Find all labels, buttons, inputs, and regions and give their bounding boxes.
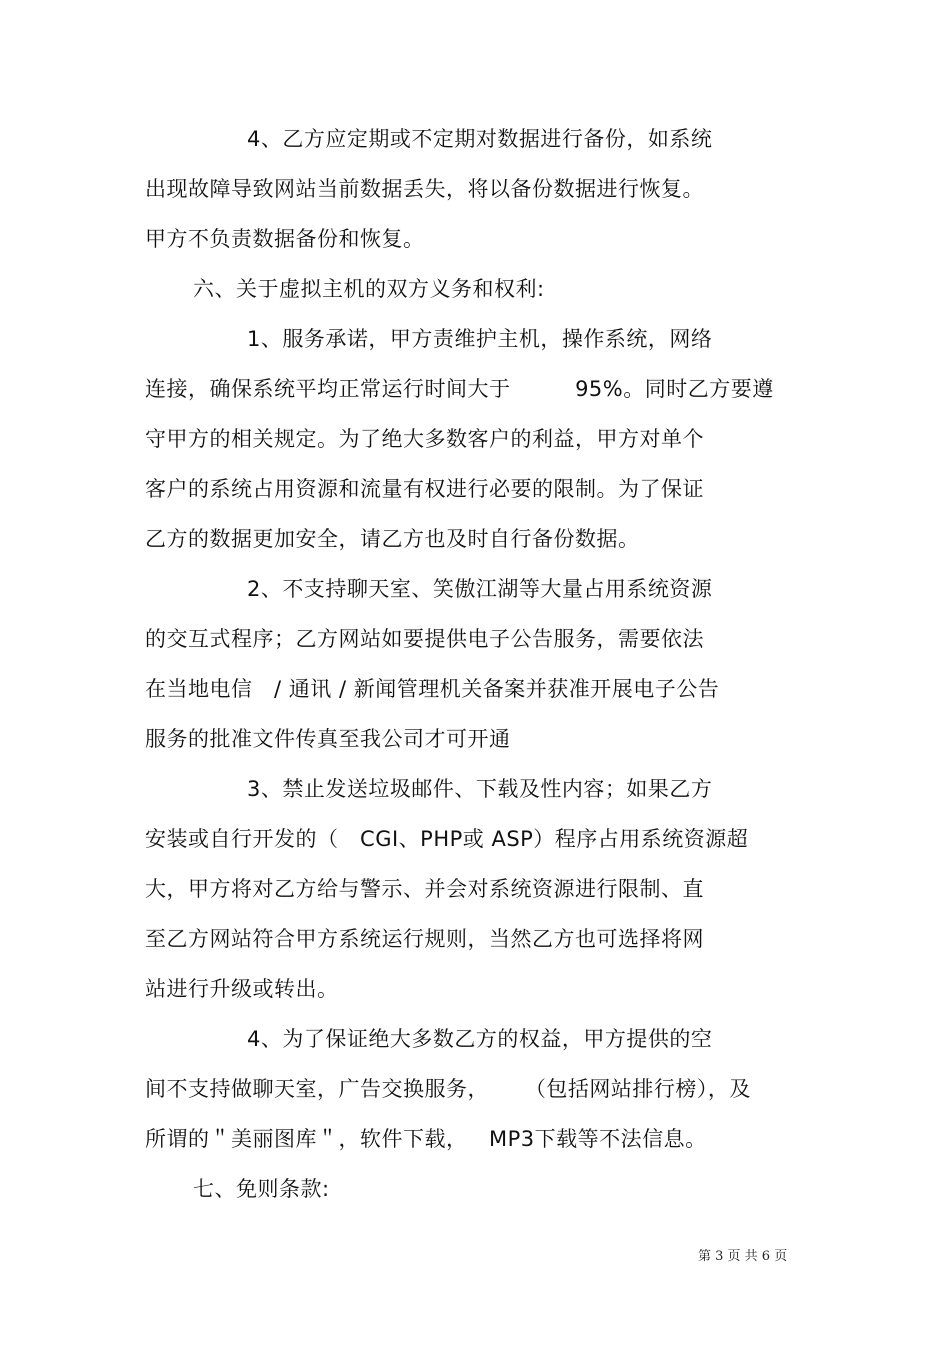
paragraph-line: 3、禁止发送垃圾邮件、下载及性内容；如果乙方 xyxy=(247,777,713,801)
paragraph-line: 所谓的＂美丽图库＂，软件下载， MP3下载等不法信息。 xyxy=(145,1127,707,1151)
paragraph-line: 安装或自行开发的（ CGI、PHP或 ASP）程序占用系统资源超 xyxy=(145,827,749,851)
section-heading: 七、免则条款: xyxy=(193,1177,330,1201)
paragraph-line: 客户的系统占用资源和流量有权进行必要的限制。为了保证 xyxy=(145,477,704,501)
paragraph-line: 守甲方的相关规定。为了绝大多数客户的利益，甲方对单个 xyxy=(145,427,704,451)
paragraph-line: 出现故障导致网站当前数据丢失，将以备份数据进行恢复。 xyxy=(145,177,704,201)
paragraph-line: 站进行升级或转出。 xyxy=(145,977,339,1001)
paragraph-line: 乙方的数据更加安全，请乙方也及时自行备份数据。 xyxy=(145,527,640,551)
paragraph-line: 1、服务承诺，甲方责维护主机，操作系统，网络 xyxy=(247,327,713,351)
paragraph-line: 大，甲方将对乙方给与警示、并会对系统资源进行限制、直 xyxy=(145,877,704,901)
paragraph-line: 服务的批准文件传真至我公司才可开通 xyxy=(145,727,511,751)
paragraph-line: 在当地电信 / 通讯 / 新闻管理机关备案并获准开展电子公告 xyxy=(145,677,720,701)
page-number-footer: 第 3 页 共 6 页 xyxy=(698,1249,788,1264)
section-heading: 六、关于虚拟主机的双方义务和权利: xyxy=(193,277,545,301)
paragraph-line: 的交互式程序；乙方网站如要提供电子公告服务，需要依法 xyxy=(145,627,704,651)
paragraph-line: 2、不支持聊天室、笑傲江湖等大量占用系统资源 xyxy=(247,577,713,601)
paragraph-line: 至乙方网站符合甲方系统运行规则，当然乙方也可选择将网 xyxy=(145,927,704,951)
paragraph-line: 4、乙方应定期或不定期对数据进行备份，如系统 xyxy=(247,127,713,151)
paragraph-line: 4、为了保证绝大多数乙方的权益，甲方提供的空 xyxy=(247,1027,713,1051)
paragraph-line: 连接，确保系统平均正常运行时间大于 95%。同时乙方要遵 xyxy=(145,377,774,401)
paragraph-line: 间不支持做聊天室，广告交换服务， （包括网站排行榜），及 xyxy=(145,1077,751,1101)
paragraph-line: 甲方不负责数据备份和恢复。 xyxy=(145,227,425,251)
